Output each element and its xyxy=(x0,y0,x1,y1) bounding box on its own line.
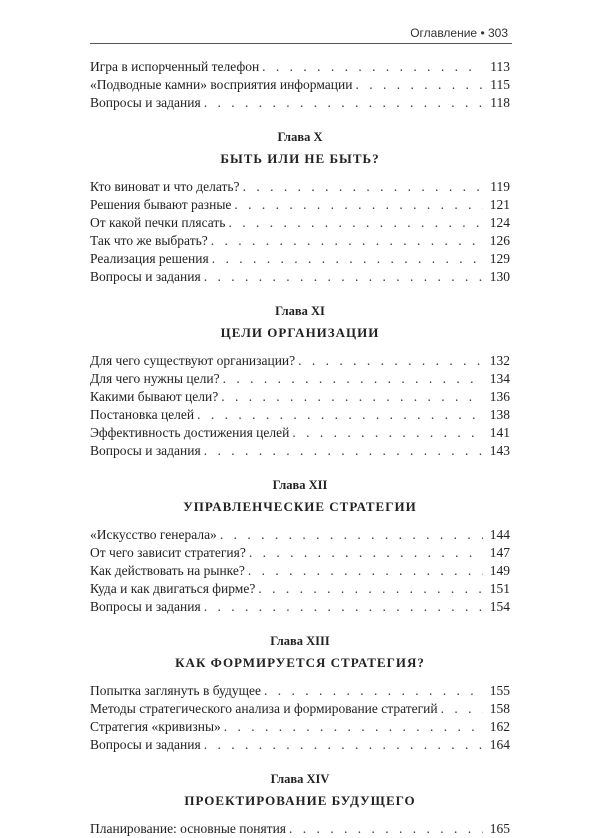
dot-leader xyxy=(258,580,483,598)
toc-entry-title: Постановка целей xyxy=(90,407,195,422)
chapter-title[interactable]: ЦЕЛИ ОРГАНИЗАЦИИ xyxy=(220,325,380,340)
chapter-number: Глава XIV xyxy=(270,772,330,786)
dot-leader xyxy=(228,214,483,232)
toc-entry-title: Куда и как двигаться фирме? xyxy=(90,581,256,596)
dot-leader xyxy=(223,370,483,388)
toc-entry-page: 147 xyxy=(489,545,510,560)
toc-entry-title: Вопросы и задания xyxy=(90,737,201,752)
toc-entry-page: 121 xyxy=(489,197,510,212)
toc-entry-title: Решения бывают разные xyxy=(90,197,232,212)
toc-entry-page: 136 xyxy=(489,389,510,404)
toc-entry[interactable] xyxy=(90,424,510,442)
chapter-title[interactable]: ПРОЕКТИРОВАНИЕ БУДУЩЕГО xyxy=(184,793,416,808)
dot-leader xyxy=(234,196,483,214)
dot-leader xyxy=(204,598,483,616)
toc-entry-page: 149 xyxy=(489,563,510,578)
toc-entry-page: 138 xyxy=(489,407,510,422)
dot-leader xyxy=(298,352,483,370)
toc-entry-page: 130 xyxy=(489,269,510,284)
dot-leader xyxy=(355,76,483,94)
chapter-number: Глава X xyxy=(277,130,323,144)
toc-entry-title: Как действовать на рынке? xyxy=(90,563,245,578)
toc-entry[interactable] xyxy=(90,178,510,196)
toc-entry-page: 113 xyxy=(490,59,510,74)
chapter-title[interactable]: КАК ФОРМИРУЕТСЯ СТРАТЕГИЯ? xyxy=(175,655,425,670)
dot-leader xyxy=(264,682,483,700)
toc-entry-title: Игра в испорченный телефон xyxy=(90,59,260,74)
dot-leader xyxy=(212,250,483,268)
toc-entry-page: 164 xyxy=(489,737,510,752)
dot-leader xyxy=(224,718,483,736)
toc-entry-page: 124 xyxy=(489,215,510,230)
toc-entry-page: 151 xyxy=(489,581,510,596)
toc-entry[interactable] xyxy=(90,442,510,460)
toc-entry-page: 129 xyxy=(489,251,510,266)
toc-entry[interactable] xyxy=(90,370,510,388)
toc-entry-page: 143 xyxy=(489,443,510,458)
dot-leader xyxy=(289,820,483,838)
toc-entry[interactable] xyxy=(90,232,510,250)
toc-entry-title: От какой печки плясать xyxy=(90,215,226,230)
toc-entry-page: 158 xyxy=(489,701,510,716)
dot-leader xyxy=(243,178,483,196)
chapter-12-heading xyxy=(90,478,510,515)
toc-entry[interactable] xyxy=(90,598,510,616)
dot-leader xyxy=(262,58,483,76)
toc-entry-page: 154 xyxy=(489,599,510,614)
toc-entry-title: Попытка заглянуть в будущее xyxy=(90,683,261,698)
toc-entry-page: 165 xyxy=(489,821,510,836)
dot-leader xyxy=(248,562,483,580)
toc-entry-page: 134 xyxy=(489,371,510,386)
dot-leader xyxy=(204,268,483,286)
toc-entry[interactable] xyxy=(90,526,510,544)
dot-leader xyxy=(197,406,483,424)
dot-leader xyxy=(204,442,483,460)
toc-entry[interactable] xyxy=(90,718,510,736)
running-head: Оглавление • 303 xyxy=(410,26,508,40)
toc-entry-title: Для чего нужны цели? xyxy=(90,371,220,386)
toc-entry-title: Планирование: основные понятия xyxy=(90,821,287,836)
toc-entry-page: 119 xyxy=(490,179,510,194)
toc-entry[interactable] xyxy=(90,94,510,112)
toc-entry-title: «Искусство генерала» xyxy=(90,527,217,542)
header-rule xyxy=(90,43,512,44)
dot-leader xyxy=(441,700,483,718)
toc-entry-title: Для чего существуют организации? xyxy=(90,353,296,368)
dot-leader xyxy=(211,232,483,250)
toc-entry-title: Кто виноват и что делать? xyxy=(90,179,240,194)
toc-entry[interactable] xyxy=(90,580,510,598)
chapter-title[interactable]: БЫТЬ ИЛИ НЕ БЫТЬ? xyxy=(220,151,380,166)
toc-entry-page: 141 xyxy=(489,425,510,440)
toc-entry-title: Эффективность достижения целей xyxy=(90,425,290,440)
toc-entry-page: 155 xyxy=(489,683,510,698)
toc-entry[interactable] xyxy=(90,736,510,754)
toc-entry[interactable] xyxy=(90,250,510,268)
toc-entry[interactable] xyxy=(90,700,510,718)
toc-entry-page: 115 xyxy=(490,77,510,92)
chapter-11-heading xyxy=(90,304,510,341)
toc-entry-title: От чего зависит стратегия? xyxy=(90,545,246,560)
table-of-contents xyxy=(90,58,510,838)
toc-entry-title: Так что же выбрать? xyxy=(90,233,208,248)
toc-entry[interactable] xyxy=(90,268,510,286)
dot-leader xyxy=(204,94,483,112)
toc-entry[interactable] xyxy=(90,562,510,580)
toc-entry-title: Какими бывают цели? xyxy=(90,389,219,404)
toc-entry-page: 144 xyxy=(489,527,510,542)
chapter-14-heading xyxy=(90,772,510,809)
toc-entry-page: 162 xyxy=(489,719,510,734)
chapter-number: Глава XI xyxy=(275,304,325,318)
toc-entry-title: Методы стратегического анализа и формирование стратегий xyxy=(90,701,438,716)
toc-entry-title: Вопросы и задания xyxy=(90,269,201,284)
toc-entry-page: 118 xyxy=(490,95,510,110)
chapter-number: Глава XII xyxy=(272,478,328,492)
toc-entry[interactable] xyxy=(90,820,510,838)
toc-entry-title: Вопросы и задания xyxy=(90,95,201,110)
toc-entry[interactable] xyxy=(90,388,510,406)
toc-entry-page: 126 xyxy=(489,233,510,248)
toc-entry-title: Реализация решения xyxy=(90,251,209,266)
chapter-title[interactable]: УПРАВЛЕНЧЕСКИЕ СТРАТЕГИИ xyxy=(183,499,417,514)
toc-entry-title: Стратегия «кривизны» xyxy=(90,719,221,734)
dot-leader xyxy=(204,736,483,754)
dot-leader xyxy=(249,544,483,562)
dot-leader xyxy=(292,424,483,442)
chapter-number: Глава XIII xyxy=(270,634,330,648)
chapter-13-heading xyxy=(90,634,510,671)
toc-entry-page: 132 xyxy=(489,353,510,368)
chapter-10-heading xyxy=(90,130,510,167)
toc-entry[interactable] xyxy=(90,58,510,76)
toc-entry[interactable] xyxy=(90,196,510,214)
toc-entry[interactable] xyxy=(90,352,510,370)
toc-entry-title: Вопросы и задания xyxy=(90,599,201,614)
dot-leader xyxy=(220,526,483,544)
toc-entry-title: «Подводные камни» восприятия информации xyxy=(90,77,353,92)
dot-leader xyxy=(221,388,483,406)
toc-entry[interactable] xyxy=(90,544,510,562)
toc-entry[interactable] xyxy=(90,406,510,424)
toc-entry-title: Вопросы и задания xyxy=(90,443,201,458)
toc-entry[interactable] xyxy=(90,682,510,700)
toc-entry[interactable] xyxy=(90,76,510,94)
toc-entry[interactable] xyxy=(90,214,510,232)
